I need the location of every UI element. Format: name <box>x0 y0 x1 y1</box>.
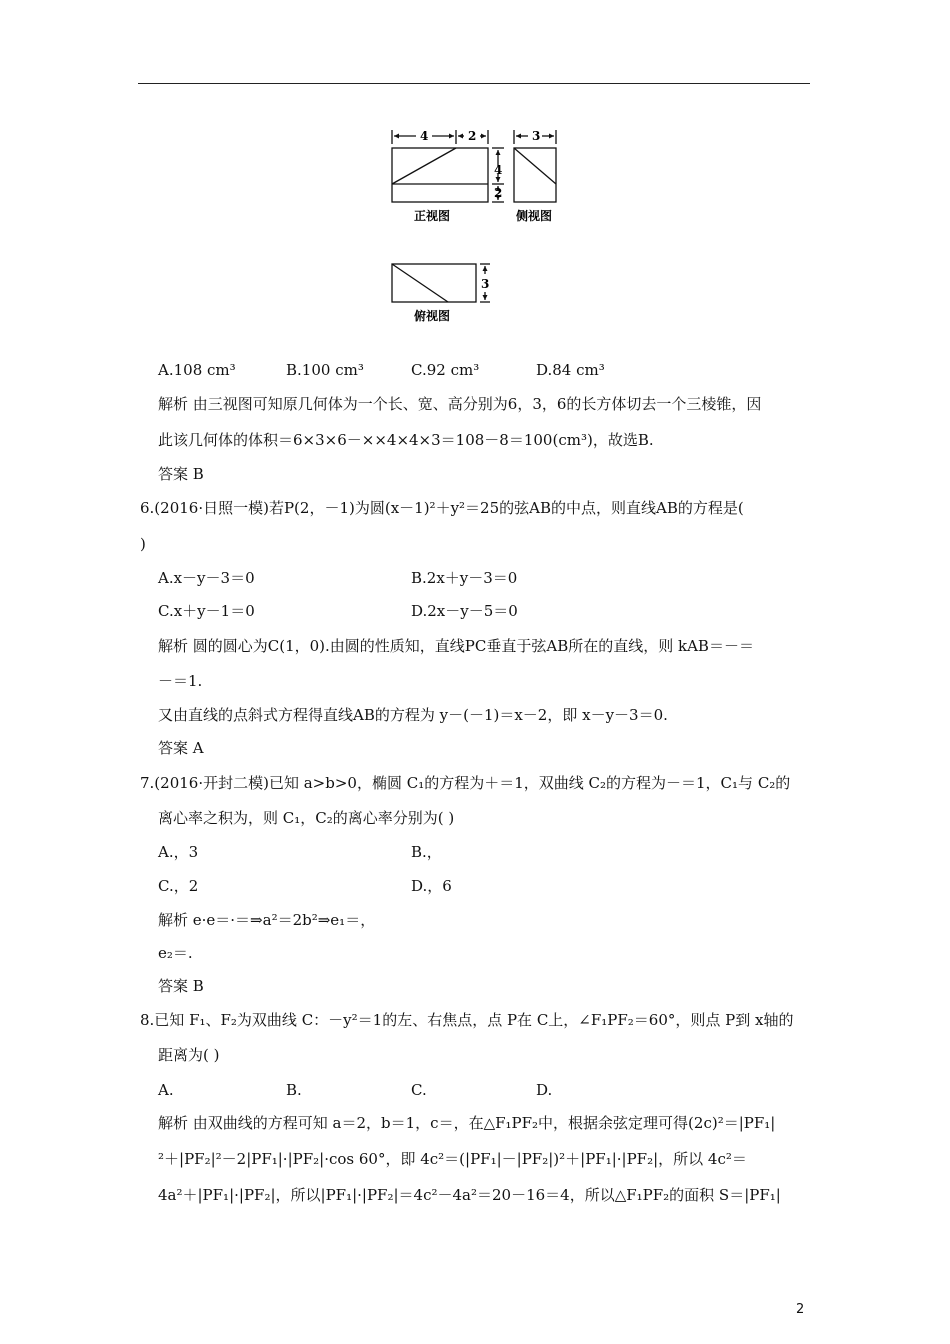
dim-front-w2: 2 <box>468 129 477 143</box>
three-view-figure <box>380 122 560 327</box>
q8-stem-2: 距离为( ) <box>158 1046 220 1064</box>
q6-option-b: B.2x＋y－3＝0 <box>411 569 518 587</box>
q7-option-c: C.，2 <box>158 877 199 895</box>
q8-stem-1: 8.已知 F₁、F₂为双曲线 C：－y²＝1的左、右焦点，点 P在 C上，∠F₁PF₂＝60°，则点 P到 x轴的 <box>140 1011 794 1029</box>
q7-option-a: A.，3 <box>158 843 199 861</box>
q6-stem-2: ) <box>140 535 146 553</box>
q7-option-d: D.，6 <box>411 877 452 895</box>
q6-option-d: D.2x－y－5＝0 <box>411 602 518 620</box>
q7-answer: 答案 B <box>158 977 204 995</box>
q5-option-c: C.92 cm³ <box>411 361 480 379</box>
q8-option-c: C. <box>411 1081 427 1099</box>
q6-option-a: A.x－y－3＝0 <box>158 569 255 587</box>
dim-front-w1: 4 <box>420 129 429 143</box>
q5-analysis-2: 此该几何体的体积＝6×3×6－××4×4×3＝108－8＝100(cm³)，故选B. <box>158 431 654 449</box>
page-number: 2 <box>796 1302 805 1317</box>
q6-stem-1: 6.(2016·日照一模)若P(2，－1)为圆(x－1)²＋y²＝25的弦AB的中点，则直线AB的方程是( <box>140 499 744 517</box>
dim-top-h: 3 <box>481 277 490 291</box>
q8-option-b: B. <box>286 1081 302 1099</box>
q6-analysis-3: 又由直线的点斜式方程得直线AB的方程为 y－(－1)＝x－2，即 x－y－3＝0. <box>158 706 668 724</box>
q5-answer: 答案 B <box>158 465 204 483</box>
q5-option-d: D.84 cm³ <box>536 361 605 379</box>
dim-side-w: 3 <box>532 129 541 143</box>
q6-analysis-2: －＝1. <box>158 672 203 690</box>
q8-analysis-1: 解析 由双曲线的方程可知 a＝2，b＝1，c＝，在△F₁PF₂中，根据余弦定理可得(2c)²＝|PF₁| <box>158 1114 776 1132</box>
q8-analysis-2: ²＋|PF₂|²－2|PF₁|·|PF₂|·cos 60°，即 4c²＝(|PF₁|－|PF₂|)²＋|PF₁|·|PF₂|，所以 4c²＝ <box>158 1150 747 1168</box>
q5-option-a: A.108 cm³ <box>158 361 236 379</box>
dim-front-h2: 2 <box>494 186 503 200</box>
side-view-rect <box>514 148 556 202</box>
q7-stem-1: 7.(2016·开封二模)已知 a>b>0，椭圆 C₁的方程为＋＝1，双曲线 C₂的方程为－＝1，C₁与 C₂的 <box>140 774 791 792</box>
q7-option-b: B.， <box>411 843 442 861</box>
q5-option-b: B.100 cm³ <box>286 361 364 379</box>
q8-option-a: A. <box>158 1081 174 1099</box>
side-view-label: 侧视图 <box>516 209 553 223</box>
q6-option-c: C.x＋y－1＝0 <box>158 602 255 620</box>
top-view-label: 俯视图 <box>414 309 451 323</box>
q7-analysis-1: 解析 e·e＝·＝⇒a²＝2b²⇒e₁＝， <box>158 911 376 929</box>
q7-stem-2: 离心率之积为，则 C₁，C₂的离心率分别为( ) <box>158 809 455 827</box>
q5-analysis-1: 解析 由三视图可知原几何体为一个长、宽、高分别为6，3，6的长方体切去一个三棱锥，因 <box>158 395 762 413</box>
q6-answer: 答案 A <box>158 739 204 757</box>
header-rule <box>138 83 810 84</box>
q8-analysis-3: 4a²＋|PF₁|·|PF₂|，所以|PF₁|·|PF₂|＝4c²－4a²＝20－16＝4，所以△F₁PF₂的面积 S＝|PF₁| <box>158 1186 781 1204</box>
q6-analysis-1: 解析 圆的圆心为C(1，0).由圆的性质知，直线PC垂直于弦AB所在的直线，则 kAB＝－＝ <box>158 637 754 655</box>
top-view-rect <box>392 264 476 302</box>
q7-analysis-2: e₂＝. <box>158 944 193 962</box>
dim-front-h1: 4 <box>494 163 503 177</box>
front-view-rect <box>392 148 488 202</box>
q8-option-d: D. <box>536 1081 553 1099</box>
front-view-label: 正视图 <box>414 209 451 223</box>
